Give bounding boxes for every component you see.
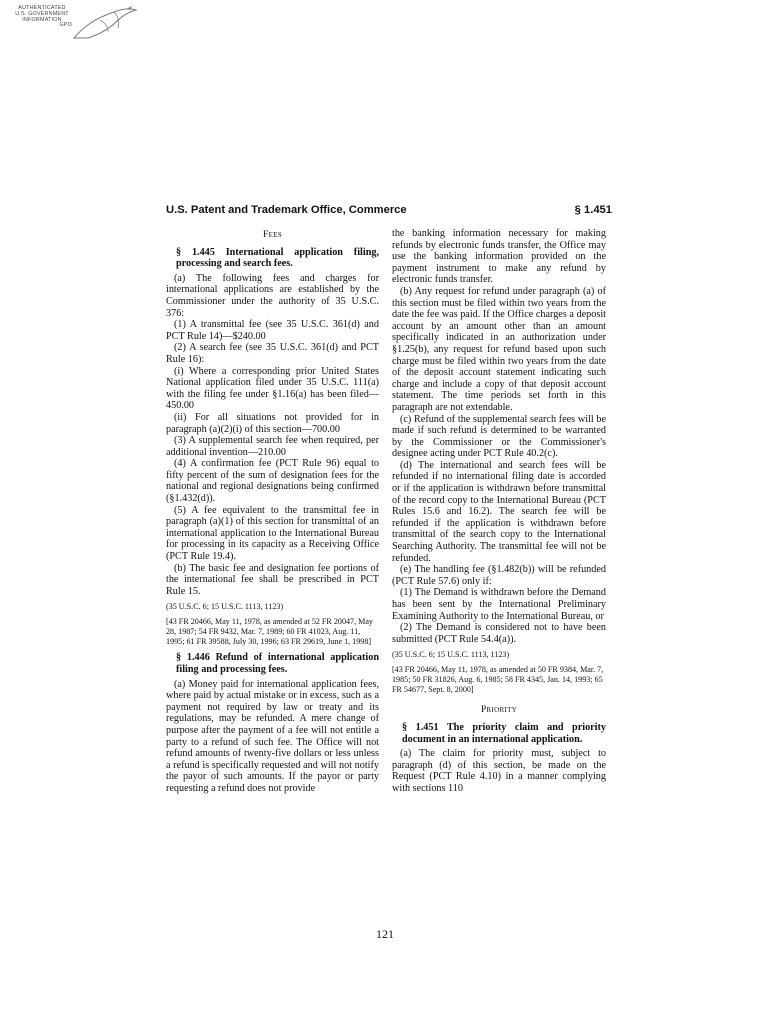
history-1446: [43 FR 20466, May 11, 1978, as amended at 50 FR 9384, Mar. 7, 1985; 50 FR 31826, Aug. 6, 1985; 58 FR 4345, Jan. 14, 1993; 65 FR 54677, Sept. 8, 2000] [392,665,604,695]
stamp-mark-text: GPO [59,22,72,29]
stamp-line-3: INFORMATION [22,16,62,23]
running-head-section: § 1.451 [574,204,612,216]
paragraph-1451-a: (a) The claim for priority must, subject to paragraph (d) of this section, be made on the Request (PCT Rule 4.10) in a manner complying with sections 110 [392,748,606,794]
paragraph-1446-a-continued: the banking information necessary for making refunds by electronic funds transfer, the Office may use the banking information provided on the payment instrument to make any refund by electronic funds transfer. [392,228,606,286]
fees-heading: Fees [263,230,282,240]
right-column [392,228,606,795]
gpo-authentication-stamp [10,4,140,44]
paragraph-1445-b: (b) The basic fee and designation fee portions of the international fee shall be prescribed in PCT Rule 15. [166,562,379,597]
paragraph-1446-d: (d) The international and search fees will be refunded if no international filing date is accorded or if the application is withdrawn before transmittal of the record copy to the International Bureau (PCT Rules 15.6 and 16.2). The search fee will be refunded if the application is withdrawn before transmittal of the search copy to the International Searching Authority. The transmittal fee will not be refunded. [392,459,606,564]
paragraph-1445-a4: (4) A confirmation fee (PCT Rule 96) equal to fifty percent of the sum of designation fees for the national and regional designations being confirmed (§1.432(d)). [166,458,379,505]
authority-1446: (35 U.S.C. 6; 15 U.S.C. 1113, 1123) [392,650,510,660]
running-head-title: U.S. Patent and Trademark Office, Commerce [166,204,407,216]
paragraph-1445-a1: (1) A transmittal fee (see 35 U.S.C. 361(d) and PCT Rule 14)—$240.00 [166,319,379,342]
paragraph-1446-e: (e) The handling fee (§1.482(b)) will be refunded (PCT Rule 57.6) only if: [392,564,606,587]
left-column [166,228,379,795]
eagle-icon [70,4,140,44]
paragraph-1446-b: (b) Any request for refund under paragraph (a) of this section must be filed within two years from the date the fee was paid. If the Office charges a deposit account by an amount other than an amount specifically indicated in an authorization under §1.25(b), any request for refund based upon such charge must be filed within two years from the date of the deposit account statement indicating such charge and include a copy of that deposit account statement. The time periods set forth in this paragraph are not extendable. [392,285,606,413]
paragraph-1446-e2: (2) The Demand is considered not to have been submitted (PCT Rule 54.4(a)). [392,622,606,645]
section-1445-title: § 1.445 International application filing, processing and search fees. [176,246,379,270]
paragraph-1445-a2i: (i) Where a corresponding prior United States National application filed under 35 U.S.C. 111(a) with the filing fee under §1.16(a) has been filed—450.00 [166,365,379,412]
paragraph-1445-a2ii: (ii) For all situations not provided for in paragraph (a)(2)(i) of this section—700.00 [166,411,379,435]
section-1451-title: § 1.451 The priority claim and priority document in an international application. [402,721,606,745]
history-1445: [43 FR 20466, May 11, 1978, as amended at 52 FR 20047, May 28, 1987; 54 FR 9432, Mar. 7, 1989; 60 FR 41023, Aug. 11, 1995; 61 FR 39588, July 30, 1996; 63 FR 29619, June 1, 1998] [166,617,373,647]
section-1446-title: § 1.446 Refund of international application filing and processing fees. [176,652,379,675]
paragraph-1445-a3: (3) A supplemental search fee when required, per additional invention—210.00 [166,435,379,458]
stamp-line-2: U.S. GOVERNMENT [15,10,69,17]
paragraph-1446-e1: (1) The Demand is withdrawn before the Demand has been sent by the International Preliminary Examining Authority to the International Bureau, or [392,587,606,622]
paragraph-1445-a5: (5) A fee equivalent to the transmittal fee in paragraph (a)(1) of this section for transmittal of an international application to the International Bureau for processing in its capacity as a Receiving Office (PCT Rule 19.4). [166,504,379,563]
paragraph-1445-a: (a) The following fees and charges for international applications are established by the Commissioner under the authority of 35 U.S.C. 376: [166,272,379,319]
paragraph-1446-a: (a) Money paid for international application fees, where paid by actual mistake or in excess, such as a payment not required by law or treaty and its regulations, may be refunded. A mere change of purpose after the payment of a fee will not entitle a party to a refund of such fee. The Office will not refund amounts of twenty-five dollars or less unless a refund is specifically requested and will not notify the payor of such amounts. If the payor or party requesting a refund does not provide [166,678,379,794]
page-number: 121 [376,927,394,941]
paragraph-1445-a2: (2) A search fee (see 35 U.S.C. 361(d) and PCT Rule 16): [166,342,379,365]
stamp-line-1: AUTHENTICATED [18,5,66,11]
running-head [166,204,612,220]
priority-heading: Priority [480,705,518,716]
paragraph-1446-c: (c) Refund of the supplemental search fees will be made if such refund is determined to be warranted by the Commissioner or the Commissioner's designee acting under PCT Rule 40.2(c). [392,413,606,460]
stamp-text [10,6,74,29]
authority-1445: (35 U.S.C. 6; 15 U.S.C. 1113, 1123) [166,602,284,612]
